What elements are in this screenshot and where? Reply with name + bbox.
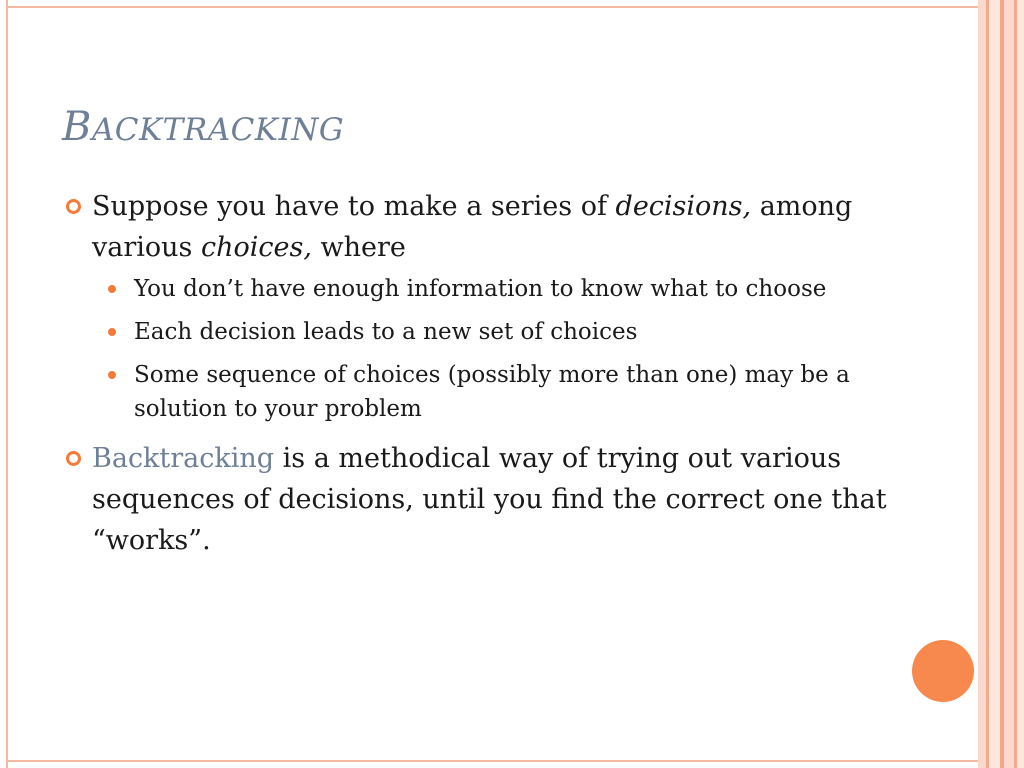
bullet-1-text-c: where bbox=[311, 232, 406, 263]
sub-bullet-1-text: You don’t have enough information to know what to choose bbox=[134, 276, 827, 302]
bullet-1-emphasis-choices: choices, bbox=[200, 232, 312, 263]
slide-title-initial: B bbox=[62, 104, 92, 150]
slide-title bbox=[62, 104, 344, 150]
slide-title-rest: ACKTRACKING bbox=[91, 112, 345, 148]
dot-bullet-icon bbox=[108, 328, 116, 336]
slide-body bbox=[62, 186, 892, 563]
ring-bullet-icon bbox=[66, 451, 81, 466]
decorative-orange-circle bbox=[912, 640, 974, 702]
bullet-2-text: is a methodical way of trying out various sequences of decisions, until you find the correct one that “works”. bbox=[92, 443, 887, 556]
ring-bullet-icon bbox=[66, 199, 81, 214]
sub-bullet-3 bbox=[62, 358, 892, 426]
sub-bullet-2-text: Each decision leads to a new set of choices bbox=[134, 319, 638, 345]
bullet-1-text-b: among various bbox=[92, 191, 853, 263]
dot-bullet-icon bbox=[108, 371, 116, 379]
sub-bullet-1 bbox=[62, 272, 892, 306]
sub-bullet-list bbox=[62, 272, 892, 426]
frame-top-line bbox=[6, 6, 978, 8]
frame-left-line bbox=[6, 0, 8, 768]
bullet-1-text-a: Suppose you have to make a series of bbox=[92, 191, 616, 222]
dot-bullet-icon bbox=[108, 285, 116, 293]
stripe-3 bbox=[989, 0, 1000, 768]
stripe-5 bbox=[1004, 0, 1014, 768]
decorative-stripes bbox=[978, 0, 1024, 768]
stripe-7 bbox=[1017, 0, 1024, 768]
frame-bottom-line bbox=[6, 760, 978, 762]
bullet-1 bbox=[62, 186, 892, 268]
bullet-2 bbox=[62, 438, 892, 561]
sub-bullet-3-text: Some sequence of choices (possibly more than one) may be a solution to your problem bbox=[134, 362, 850, 422]
stripe-1 bbox=[978, 0, 986, 768]
bullet-2-keyword: Backtracking bbox=[92, 443, 275, 474]
sub-bullet-2 bbox=[62, 315, 892, 349]
bullet-1-emphasis-decisions: decisions, bbox=[615, 191, 752, 222]
